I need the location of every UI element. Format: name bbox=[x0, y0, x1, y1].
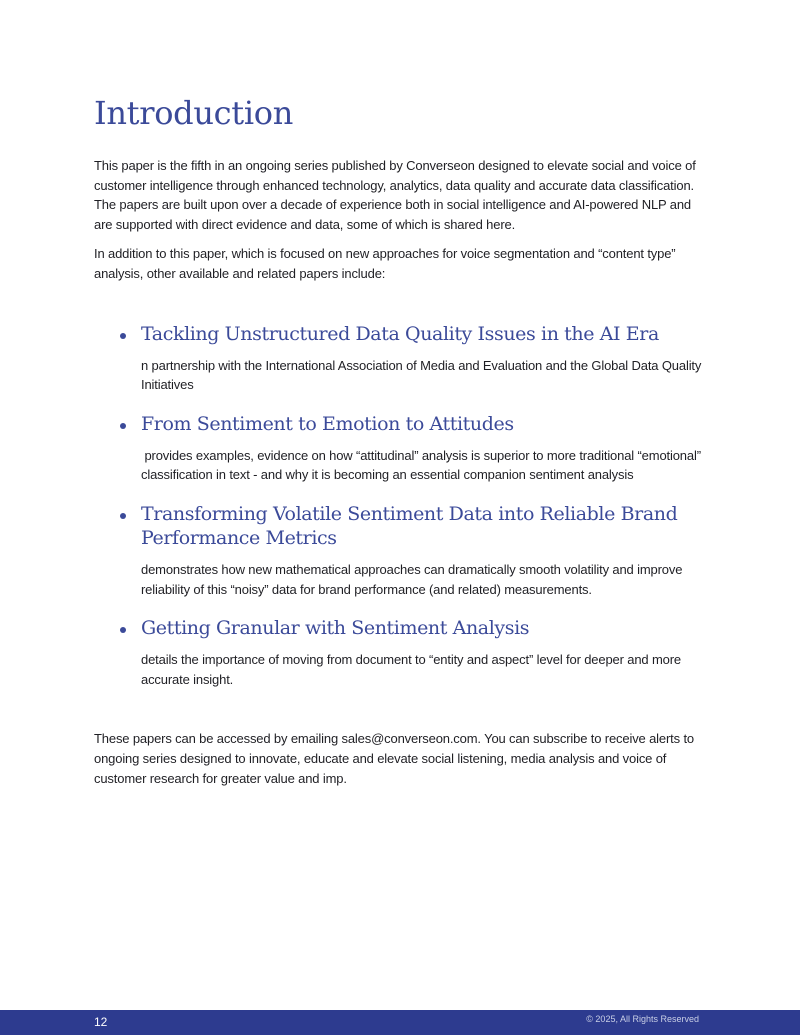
paper-description: details the importance of moving from document to “entity and aspect” level for deeper and more accurate insight. bbox=[141, 652, 685, 687]
list-item bbox=[94, 502, 706, 599]
list-item bbox=[94, 322, 706, 395]
paper-description: provides examples, evidence on how “attitudinal” analysis is superior to more traditional “emotional” classification in text - and why it is becoming an essential companion sentiment analysis bbox=[141, 447, 705, 483]
list-item bbox=[94, 616, 706, 689]
page-content bbox=[94, 92, 706, 798]
bullet-icon bbox=[120, 333, 126, 339]
page-number: 12 bbox=[94, 1015, 108, 1029]
paper-description: demonstrates how new mathematical approaches can dramatically smooth volatility and improve reliability of this “noisy” data for brand performance (and related) measurements. bbox=[141, 561, 686, 597]
related-papers-list bbox=[94, 322, 706, 690]
paper-title: From Sentiment to Emotion to Attitudes bbox=[141, 412, 514, 435]
bullet-icon bbox=[120, 513, 126, 519]
bullet-icon bbox=[120, 627, 126, 633]
paper-title: Tackling Unstructured Data Quality Issues in the AI Era bbox=[141, 322, 659, 345]
paper-description: n partnership with the International Association of Media and Evaluation and the Global Data Quality Initiatives bbox=[141, 357, 705, 393]
footer-bar bbox=[0, 1010, 800, 1035]
bullet-icon bbox=[120, 423, 126, 429]
paper-title: Transforming Volatile Sentiment Data into Reliable Brand Performance Metrics bbox=[141, 502, 678, 549]
paper-title: Getting Granular with Sentiment Analysis bbox=[141, 617, 530, 640]
list-item bbox=[94, 412, 706, 485]
copyright-notice: © 2025, All Rights Reserved bbox=[586, 1014, 699, 1024]
intro-paragraph: This paper is the fifth in an ongoing series published by Converseon designed to elevate social and voice of customer intelligence through enhanced technology, analytics, data quality and accurate data classification. The papers are built upon over a decade of experience both in social intelligence and AI-powered NLP and are supported with direct evidence and data, some of which is shared here. bbox=[94, 158, 696, 232]
page-title: Introduction bbox=[94, 94, 294, 132]
related-papers-lead: In addition to this paper, which is focused on new approaches for voice segmentation and “content type” analysis, other available and related papers include: bbox=[94, 246, 676, 281]
closing-paragraph: These papers can be accessed by emailing sales@converseon.com. You can subscribe to receive alerts to ongoing series designed to innovate, educate and elevate social listening, media analysis and voice of customer research for greater value and imp. bbox=[94, 731, 694, 786]
